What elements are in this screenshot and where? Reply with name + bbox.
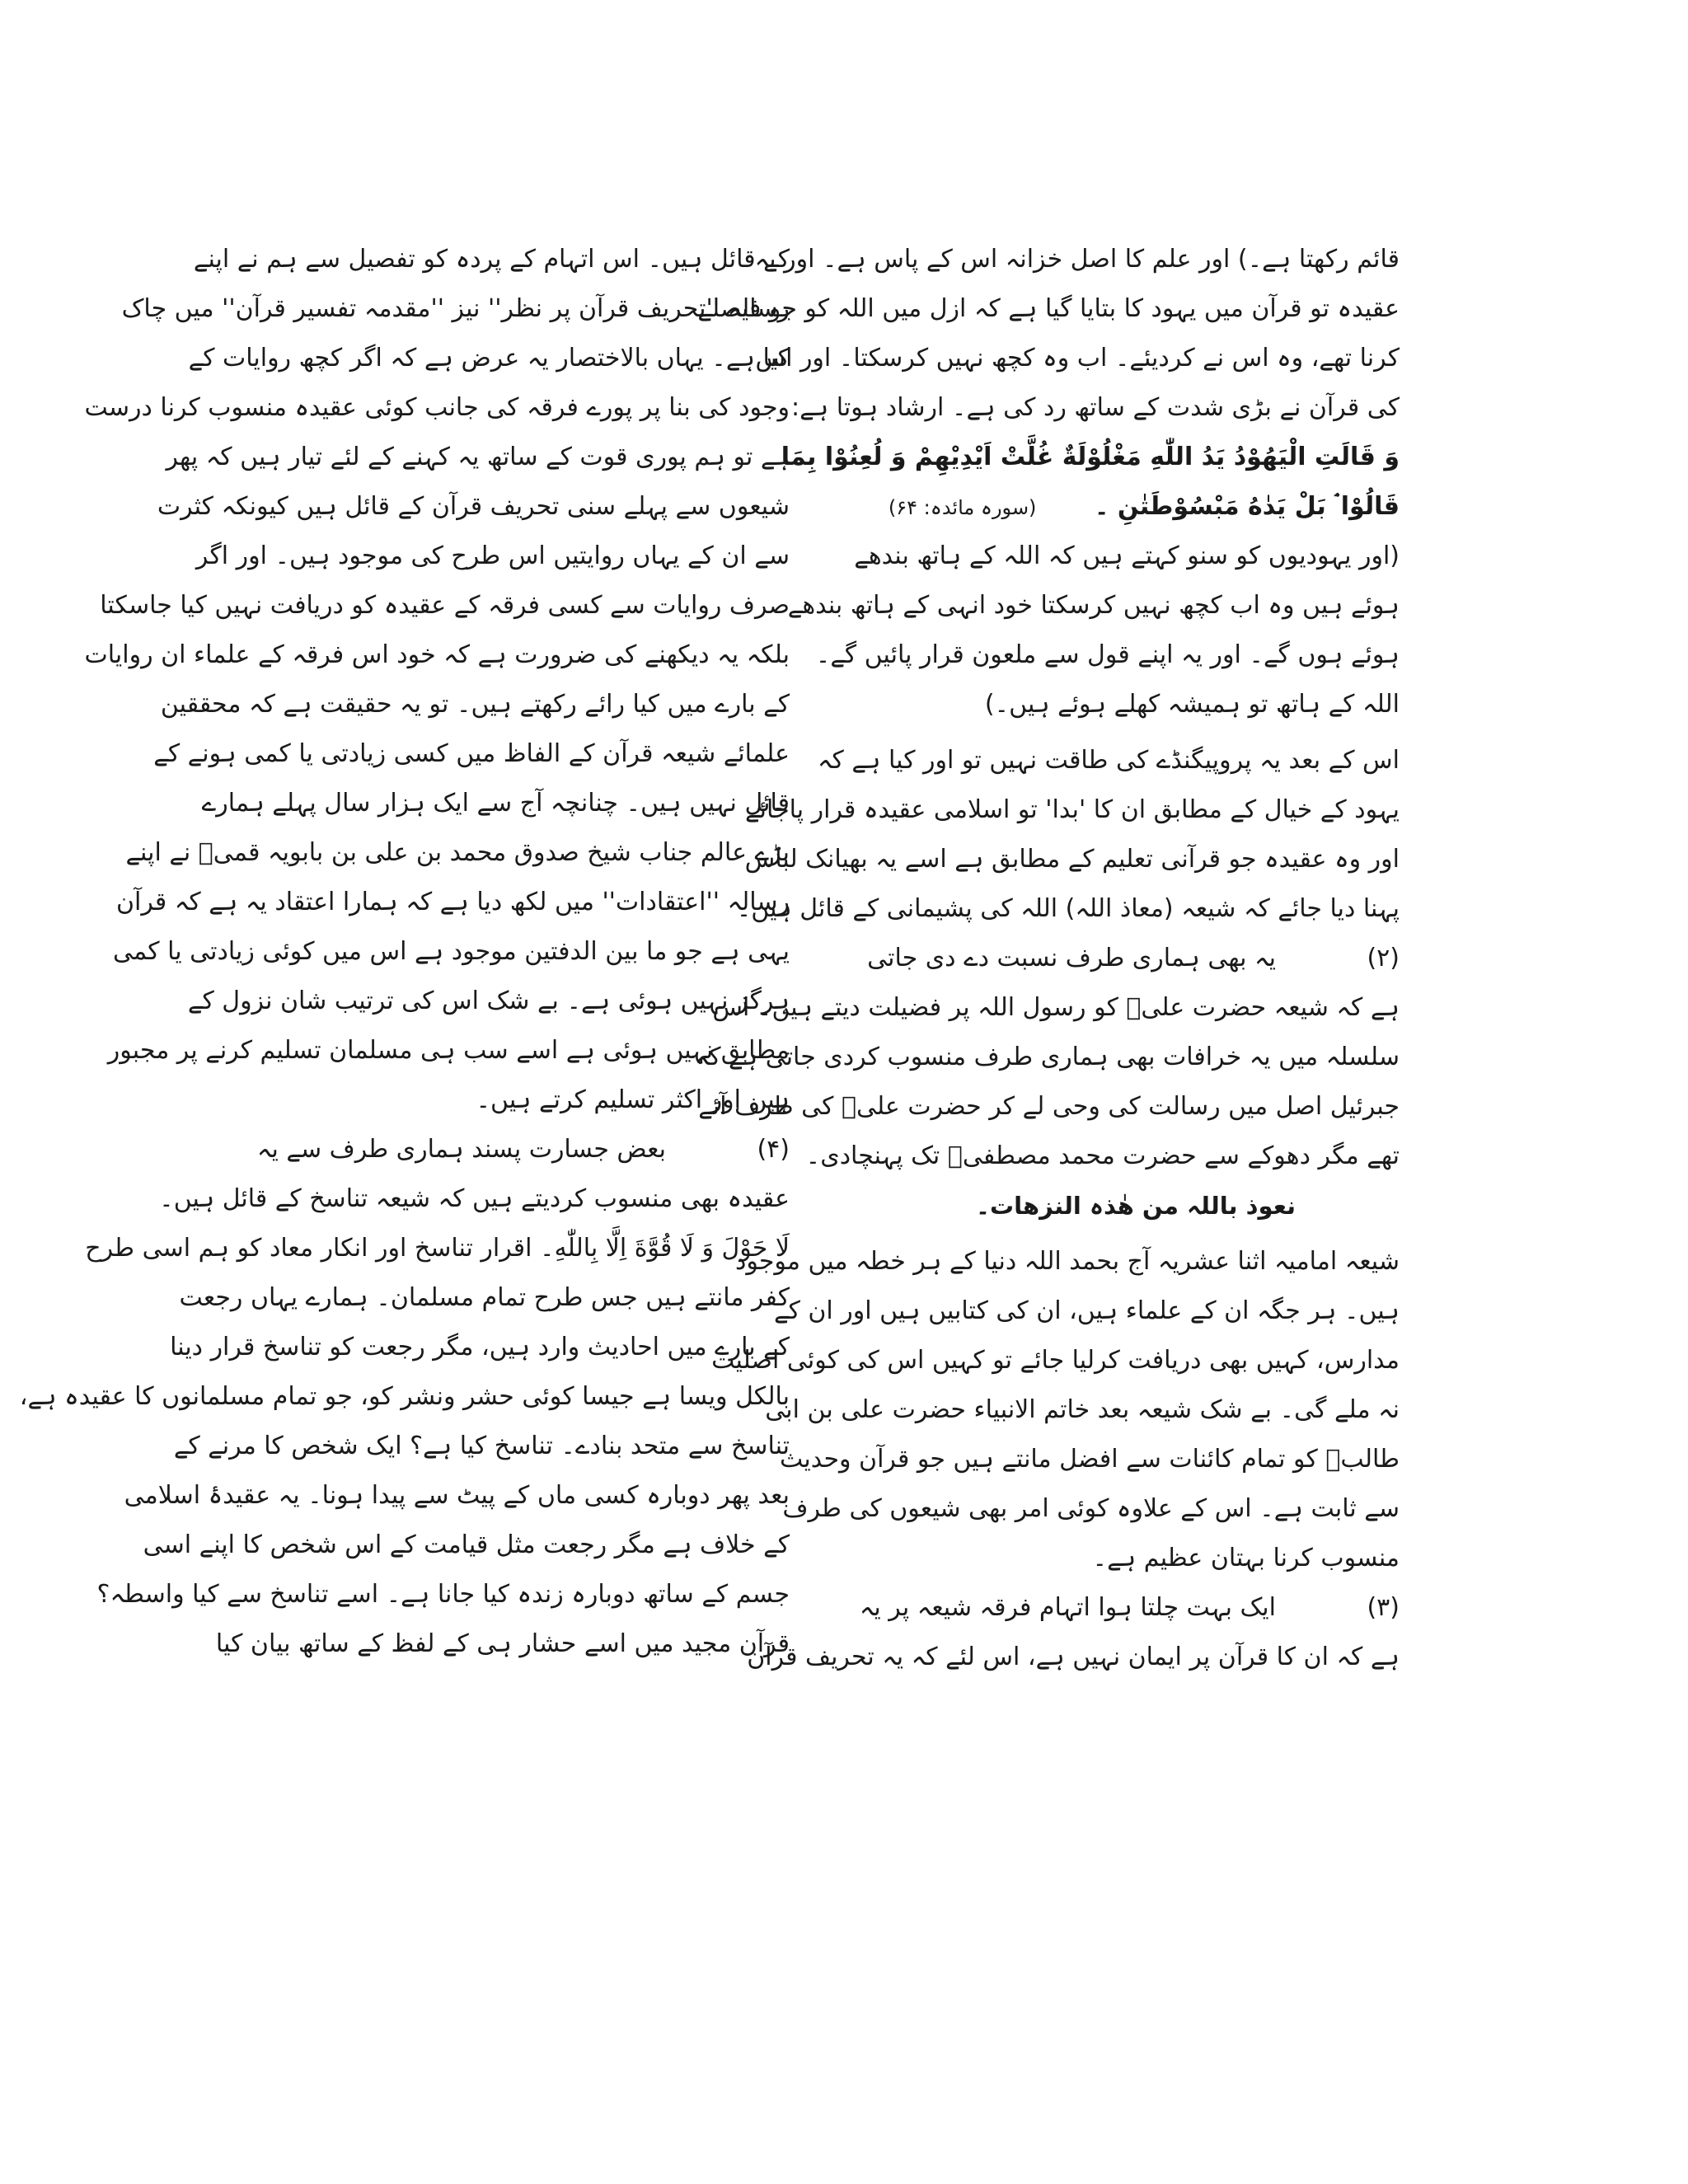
text-line: کے خلاف ہے مگر رجعت مثل قیامت کے اس شخص کا اپنے اسی [143,1530,790,1559]
text-line: کفر مانتے ہیں جس طرح تمام مسلمان۔ ہمارے یہاں رجعت [179,1283,790,1312]
point-heading [867,934,1400,983]
quran-verse-line [872,482,1400,532]
text-line: شیعہ امامیہ اثنا عشریہ آج بحمد اللہ دنیا کے ہر خطہ میں موجود [735,1247,1400,1276]
text-line: ہے تو ہم پوری قوت کے ساتھ یہ کہنے کے لئے تیار ہیں کہ پھر [166,443,790,471]
text-line: کے قائل ہیں۔ اس اتہام کے پردہ کو تفصیل سے ہم نے اپنے [193,245,790,274]
text-line: رسالہ ''تحریف قرآن پر نظر'' نیز ''مقدمہ تفسیر قرآن'' میں چاک [121,294,790,323]
text-line: اس کے بعد یہ پروپیگنڈے کی طاقت نہیں تو اور کیا ہے کہ [817,746,1400,775]
text-line: کی قرآن نے بڑی شدت کے ساتھ رد کی ہے۔ ارشاد ہوتا ہے: [790,393,1400,422]
text-line: مدارس، کہیں بھی دریافت کرلیا جائے تو کہیں اس کی کوئی اصلیت [711,1346,1400,1375]
text-line: علمائے شیعہ قرآن کے الفاظ میں کسی زیادتی یا کمی ہونے کے [153,739,790,768]
text-line: ہیں اور اکثر تسلیم کرتے ہیں۔ [476,1085,790,1114]
text-line: جبرئیل اصل میں رسالت کی وحی لے کر حضرت علیؑ کی طرف آئے [698,1092,1400,1121]
text-line: یہی ہے جو ما بین الدفتین موجود ہے اس میں کوئی زیادتی یا کمی [112,937,790,966]
text-line: اور وہ عقیدہ جو قرآنی تعلیم کے مطابق ہے اسے یہ بھیانک لباس [744,845,1400,874]
text-line: مطابق نہیں ہوئی ہے اسے سب ہی مسلمان تسلیم کرنے پر مجبور [107,1036,790,1065]
text-line: کرنا تھے، وہ اس نے کردیئے۔ اب وہ کچھ نہیں کرسکتا۔ اور اس [755,344,1400,373]
text-line: رسالہ ''اعتقادات'' میں لکھ دیا ہے کہ ہمارا اعتقاد یہ ہے کہ قرآن [116,888,790,916]
text-line: ہے کہ شیعہ حضرت علیؑ کو رسول اللہ پر فضیلت دیتے ہیں۔ اس [712,993,1400,1022]
text-line: بالکل ویسا ہے جیسا کوئی حشر ونشر کو، جو تمام مسلمانوں کا عقیدہ ہے، [19,1382,790,1411]
text-line: بلکہ یہ دیکھنے کی ضرورت ہے کہ خود اس فرقہ کے علماء ان روایات [84,640,790,669]
text-line: شیعوں سے پہلے سنی تحریف قرآن کے قائل ہیں کیونکہ کثرت [157,492,790,521]
text-line: کیا ہے۔ یہاں بالاختصار یہ عرض ہے کہ اگر کچھ روایات کے [188,344,790,373]
text-line: ہیں۔ ہر جگہ ان کے علماء ہیں، ان کی کتابیں ہیں اور ان کے [773,1296,1400,1325]
text-line: عقیدہ بھی منسوب کردیتے ہیں کہ شیعہ تناسخ کے قائل ہیں۔ [159,1184,790,1213]
translation-line: اللہ کے ہاتھ تو ہمیشہ کھلے ہوئے ہیں۔) [984,690,1400,719]
text-line: سلسلہ میں یہ خرافات بھی ہماری طرف منسوب کردی جاتی ہے کہ [694,1043,1400,1071]
text-line: صرف روایات سے کسی فرقہ کے عقیدہ کو دریافت نہیں کیا جاسکتا [100,591,790,620]
text-line: پہنا دیا جائے کہ شیعہ (معاذ اللہ) اللہ کی پشیمانی کے قائل ہیں۔ [736,894,1400,923]
text-line: تھے مگر دھوکے سے حضرت محمد مصطفیؐ تک پہنچادی۔ [805,1141,1400,1170]
quran-verse-text: قَالُوْا ۘ بَلْ یَدٰهُ مَبْسُوْطَتٰنِ ۔ [1094,492,1400,521]
text-line: طالبؑ کو تمام کائنات سے افضل مانتے ہیں جو قرآن وحدیث [779,1445,1400,1474]
point-number: (۳) [1367,1593,1400,1622]
text-line: بعد پھر دوبارہ کسی ماں کے پیٹ سے پیدا ہونا۔ یہ عقیدۂ اسلامی [124,1481,790,1510]
point-number: (۴) [757,1135,790,1164]
text-line: جسم کے ساتھ دوبارہ زندہ کیا جانا ہے۔ اسے تناسخ سے کیا واسطہ؟ [96,1580,790,1609]
text-line: یہود کے خیال کے مطابق ان کا 'بدا' تو اسلامی عقیدہ قرار پاجائے [745,795,1400,824]
text-line: قائم رکھتا ہے۔) اور علم کا اصل خزانہ اس کے پاس ہے۔ اور یہ [754,245,1400,274]
text-line: سے ثابت ہے۔ اس کے علاوہ کوئی امر بھی شیعوں کی طرف [782,1494,1400,1523]
translation-line: ہوئے ہیں وہ اب کچھ نہیں کرسکتا خود انہی کے ہاتھ بندھے [787,591,1400,620]
text-line: لَا حَوْلَ وَ لَا قُوَّةَ اِلَّا بِاللّٰهِ۔ اقرار تناسخ اور انکار معاد کو ہم اسی طرح [85,1234,790,1263]
point-text: بعض جسارت پسند ہماری طرف سے یہ [256,1135,666,1164]
text-line: کے بارے میں احادیث وارد ہیں، مگر رجعت کو تناسخ قرار دینا [170,1333,790,1361]
text-line: ہرگز نہیں ہوئی ہے۔ بے شک اس کی ترتیب شان نزول کے [187,987,790,1015]
translation-line: (اور یہودیوں کو سنو کہتے ہیں کہ اللہ کے ہاتھ بندھے [854,541,1400,570]
text-line: تناسخ سے متحد بنادے۔ تناسخ کیا ہے؟ ایک شخص کا مرنے کے [173,1432,790,1460]
text-line: وجود کی بنا پر پورے فرقہ کی جانب کوئی عقیدہ منسوب کرنا درست [84,393,790,422]
left-column [19,235,790,1669]
text-line: ہے کہ ان کا قرآن پر ایمان نہیں ہے، اس لئے کہ یہ تحریف قرآن [747,1643,1400,1671]
text-line: سے ان کے یہاں روایتیں اس طرح کی موجود ہیں۔ اور اگر [195,541,790,570]
right-column [694,235,1400,1682]
translation-line: ہوئے ہوں گے۔ اور یہ اپنے قول سے ملعون قرار پائیں گے۔ [815,640,1400,669]
point-heading [859,1583,1400,1633]
text-line: قائل نہیں ہیں۔ چنانچہ آج سے ایک ہزار سال پہلے ہمارے [201,789,790,818]
text-line: کے بارے میں کیا رائے رکھتے ہیں۔ تو یہ حقیقت ہے کہ محققین [160,690,790,719]
text-line: منسوب کرنا بہتان عظیم ہے۔ [1092,1544,1400,1572]
text-line: نہ ملے گی۔ بے شک شیعہ بعد خاتم الانبیاء حضرت علی بن ابی [765,1395,1400,1424]
point-number: (۲) [1367,944,1400,972]
point-text: ایک بہت چلتا ہوا اتہام فرقہ شیعہ پر یہ [859,1593,1276,1622]
text-line: عقیدہ تو قرآن میں یہود کا بتایا گیا ہے کہ ازل میں اللہ کو جو فیصلے [697,294,1400,323]
text-line: قرآن مجید میں اسے حشار ہی کے لفظ کے ساتھ بیان کیا [215,1629,790,1658]
centered-phrase: نعوذ باللہ من ھٰذہ النزھات۔ [976,1192,1296,1220]
quran-verse-line: وَ قَالَتِ الْیَهُوْدُ یَدُ اللّٰهِ مَغْلُوْلَةٌ غُلَّتْ اَیْدِیْهِمْ وَ لُعِنُوْا بِمَا [781,443,1400,471]
point-heading [256,1125,790,1174]
quran-reference: (سورہ مائدہ: ۶۴) [888,496,1037,519]
text-line: بڑے عالم جناب شیخ صدوق محمد بن علی بن بابویہ قمیؒ نے اپنے [125,838,790,867]
point-text: یہ بھی ہماری طرف نسبت دے دی جاتی [867,944,1276,972]
